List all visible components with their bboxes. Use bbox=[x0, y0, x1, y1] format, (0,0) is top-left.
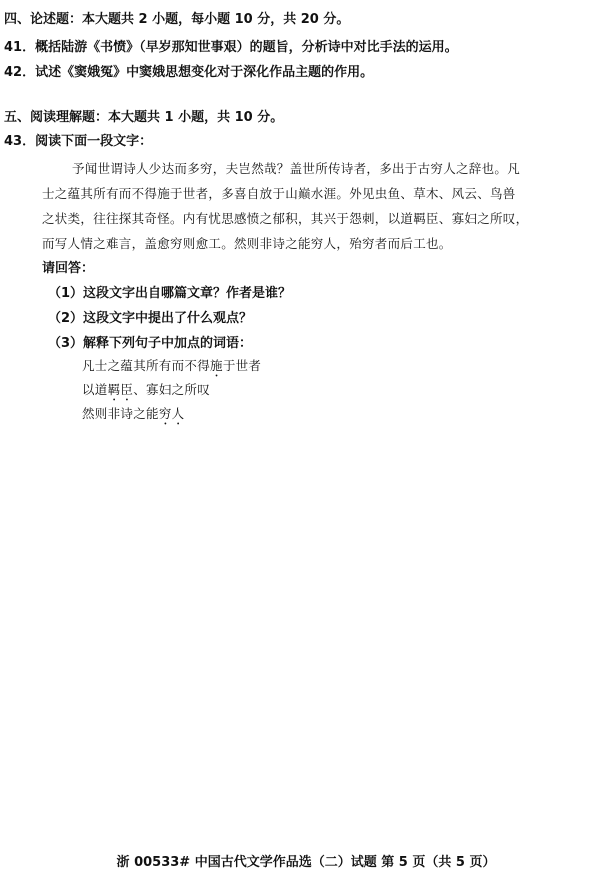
section5-header: 五、阅读理解题：本大题共 1 小题，共 10 分。 bbox=[4, 110, 284, 125]
sub-question-3: （3）解释下列句子中加点的词语： bbox=[48, 336, 253, 351]
sentence-2 bbox=[82, 382, 210, 404]
question-42: 42．试述《窦娥冤》中窦娥思想变化对于深化作品主题的作用。 bbox=[4, 65, 374, 80]
passage-line-1: 予闻世谓诗人少达而多穷，夫岂然哉？盖世所传诗者，多出于古穷人之辞也。凡 bbox=[72, 161, 521, 176]
sentence-1-post: 于世者 bbox=[222, 358, 262, 373]
sentence-3-pre: 然则非诗之能 bbox=[82, 406, 159, 421]
sub-question-2: （2）这段文字中提出了什么观点？ bbox=[48, 311, 253, 326]
passage-line-3: 之状类，往往探其奇怪。内有忧思感愤之郁积，其兴于怨刺，以道羁臣、寡妇之所叹， bbox=[42, 211, 529, 226]
question-41: 41．概括陆游《书愤》（早岁那知世事艰）的题旨，分析诗中对比手法的运用。 bbox=[4, 40, 458, 55]
sentence-1 bbox=[82, 358, 261, 380]
section4-header: 四、论述题：本大题共 2 小题，每小题 10 分，共 20 分。 bbox=[4, 12, 350, 27]
dotted-word-2: 羁臣 bbox=[107, 382, 134, 397]
dotted-word-3: 穷人 bbox=[158, 406, 185, 421]
sentence-1-pre: 凡士之蕴其所有而不得 bbox=[82, 358, 211, 373]
passage-line-4: 而写人情之难言，盖愈穷则愈工。然则非诗之能穷人，殆穷者而后工也。 bbox=[42, 236, 452, 251]
answer-prompt: 请回答： bbox=[42, 261, 95, 276]
sentence-2-pre: 以道 bbox=[82, 382, 108, 397]
dotted-word-1: 施 bbox=[210, 358, 223, 373]
sub-question-1: （1）这段文字出自哪篇文章？作者是谁？ bbox=[48, 286, 292, 301]
sentence-2-post: 、寡妇之所叹 bbox=[133, 382, 211, 397]
page-footer: 浙 00533# 中国古代文学作品选（二）试题 第 5 页（共 5 页） bbox=[116, 855, 496, 870]
passage-line-2: 士之蕴其所有而不得施于世者，多喜自放于山巅水涯。外见虫鱼、草木、风云、鸟兽 bbox=[42, 186, 516, 201]
question-43: 43．阅读下面一段文字： bbox=[4, 134, 153, 149]
sentence-3 bbox=[82, 406, 184, 428]
